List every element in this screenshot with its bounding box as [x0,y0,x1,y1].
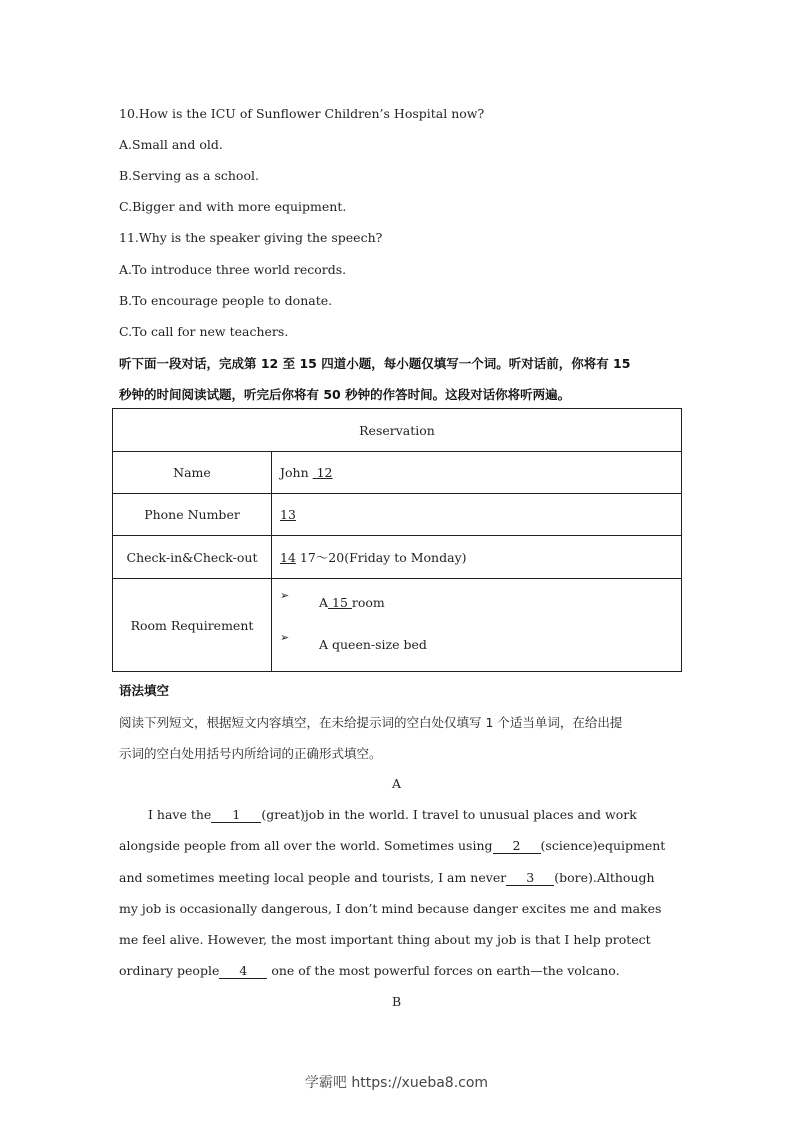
passage-line-6: ordinary people 4 one of the most powerful forces on earth—the volcano. [119,963,620,978]
question-11-stem: 11.Why is the speaker giving the speech? [119,230,383,245]
arrow-bullet-icon: ➢ [280,631,290,644]
listening-instruction-line1: 听下面一段对话，完成第 12 至 15 四道小题，每小题仅填写一个词。听对话前，你将有 15 [119,356,631,371]
room-label: Room Requirement [113,579,272,672]
question-10-option-c: C.Bigger and with more equipment. [119,199,347,214]
grammar-instruction-line1: 阅读下列短文，根据短文内容填空，在未给提示词的空白处仅填写 1 个适当单词，在给出提 [119,715,623,730]
watermark-footer: 学霸吧 https://xueba8.com [304,1075,489,1091]
blank-2: 2 [493,839,541,854]
blank-3: 3 [506,871,554,886]
passage-line-1: I have the 1 (great)job in the world. I travel to unusual places and work [148,807,637,822]
phone-cell [272,494,682,536]
blank-15: 15 [332,595,348,610]
question-11-option-b: B.To encourage people to donate. [119,293,333,308]
blank-4: 4 [219,964,267,979]
grammar-instruction-line2: 示词的空白处用括号内所给词的正确形式填空。 [119,746,382,761]
passage-line-3: and sometimes meeting local people and tourists, I am never 3 (bore).Although [119,870,655,885]
check-value: 17～20(Friday to Monday) [299,550,467,565]
section-b-title: B [392,994,402,1009]
section-a-title: A [392,776,402,791]
name-value: John [280,465,309,480]
room-cell [272,579,682,672]
grammar-heading: 语法填空 [119,683,170,698]
name-cell [272,452,682,494]
phone-label: Phone Number [113,494,272,536]
question-10-option-a: A.Small and old. [119,137,223,152]
question-10-option-b: B.Serving as a school. [119,168,259,183]
passage-line-2: alongside people from all over the world. Sometimes using 2 (science)equipment [119,838,666,853]
passage-line-4: my job is occasionally dangerous, I don’t mind because danger excites me and makes [119,901,662,916]
blank-13: 13 [280,507,296,522]
passage-line-5: me feel alive. However, the most important thing about my job is that I help protect [119,932,651,947]
question-10-stem: 10.How is the ICU of Sunflower Children’s Hospital now? [119,106,485,121]
table-title: Reservation [113,409,682,452]
blank-14: 14 [280,550,296,565]
blank-1: 1 [211,808,261,823]
question-11-option-c: C.To call for new teachers. [119,324,289,339]
room-item-1: ➢ A 15 room [280,589,385,610]
blank-12: 12 [316,465,333,480]
check-label: Check-in&Check-out [113,536,272,579]
reservation-table [112,408,682,672]
question-11-option-a: A.To introduce three world records. [119,262,347,277]
arrow-bullet-icon: ➢ [280,589,290,602]
listening-instruction-line2: 秒钟的时间阅读试题，听完后你将有 50 秒钟的作答时间。这段对话你将听两遍。 [119,387,571,402]
room-item-2: ➢ A queen-size bed [280,631,427,652]
name-label: Name [113,452,272,494]
check-cell [272,536,682,579]
